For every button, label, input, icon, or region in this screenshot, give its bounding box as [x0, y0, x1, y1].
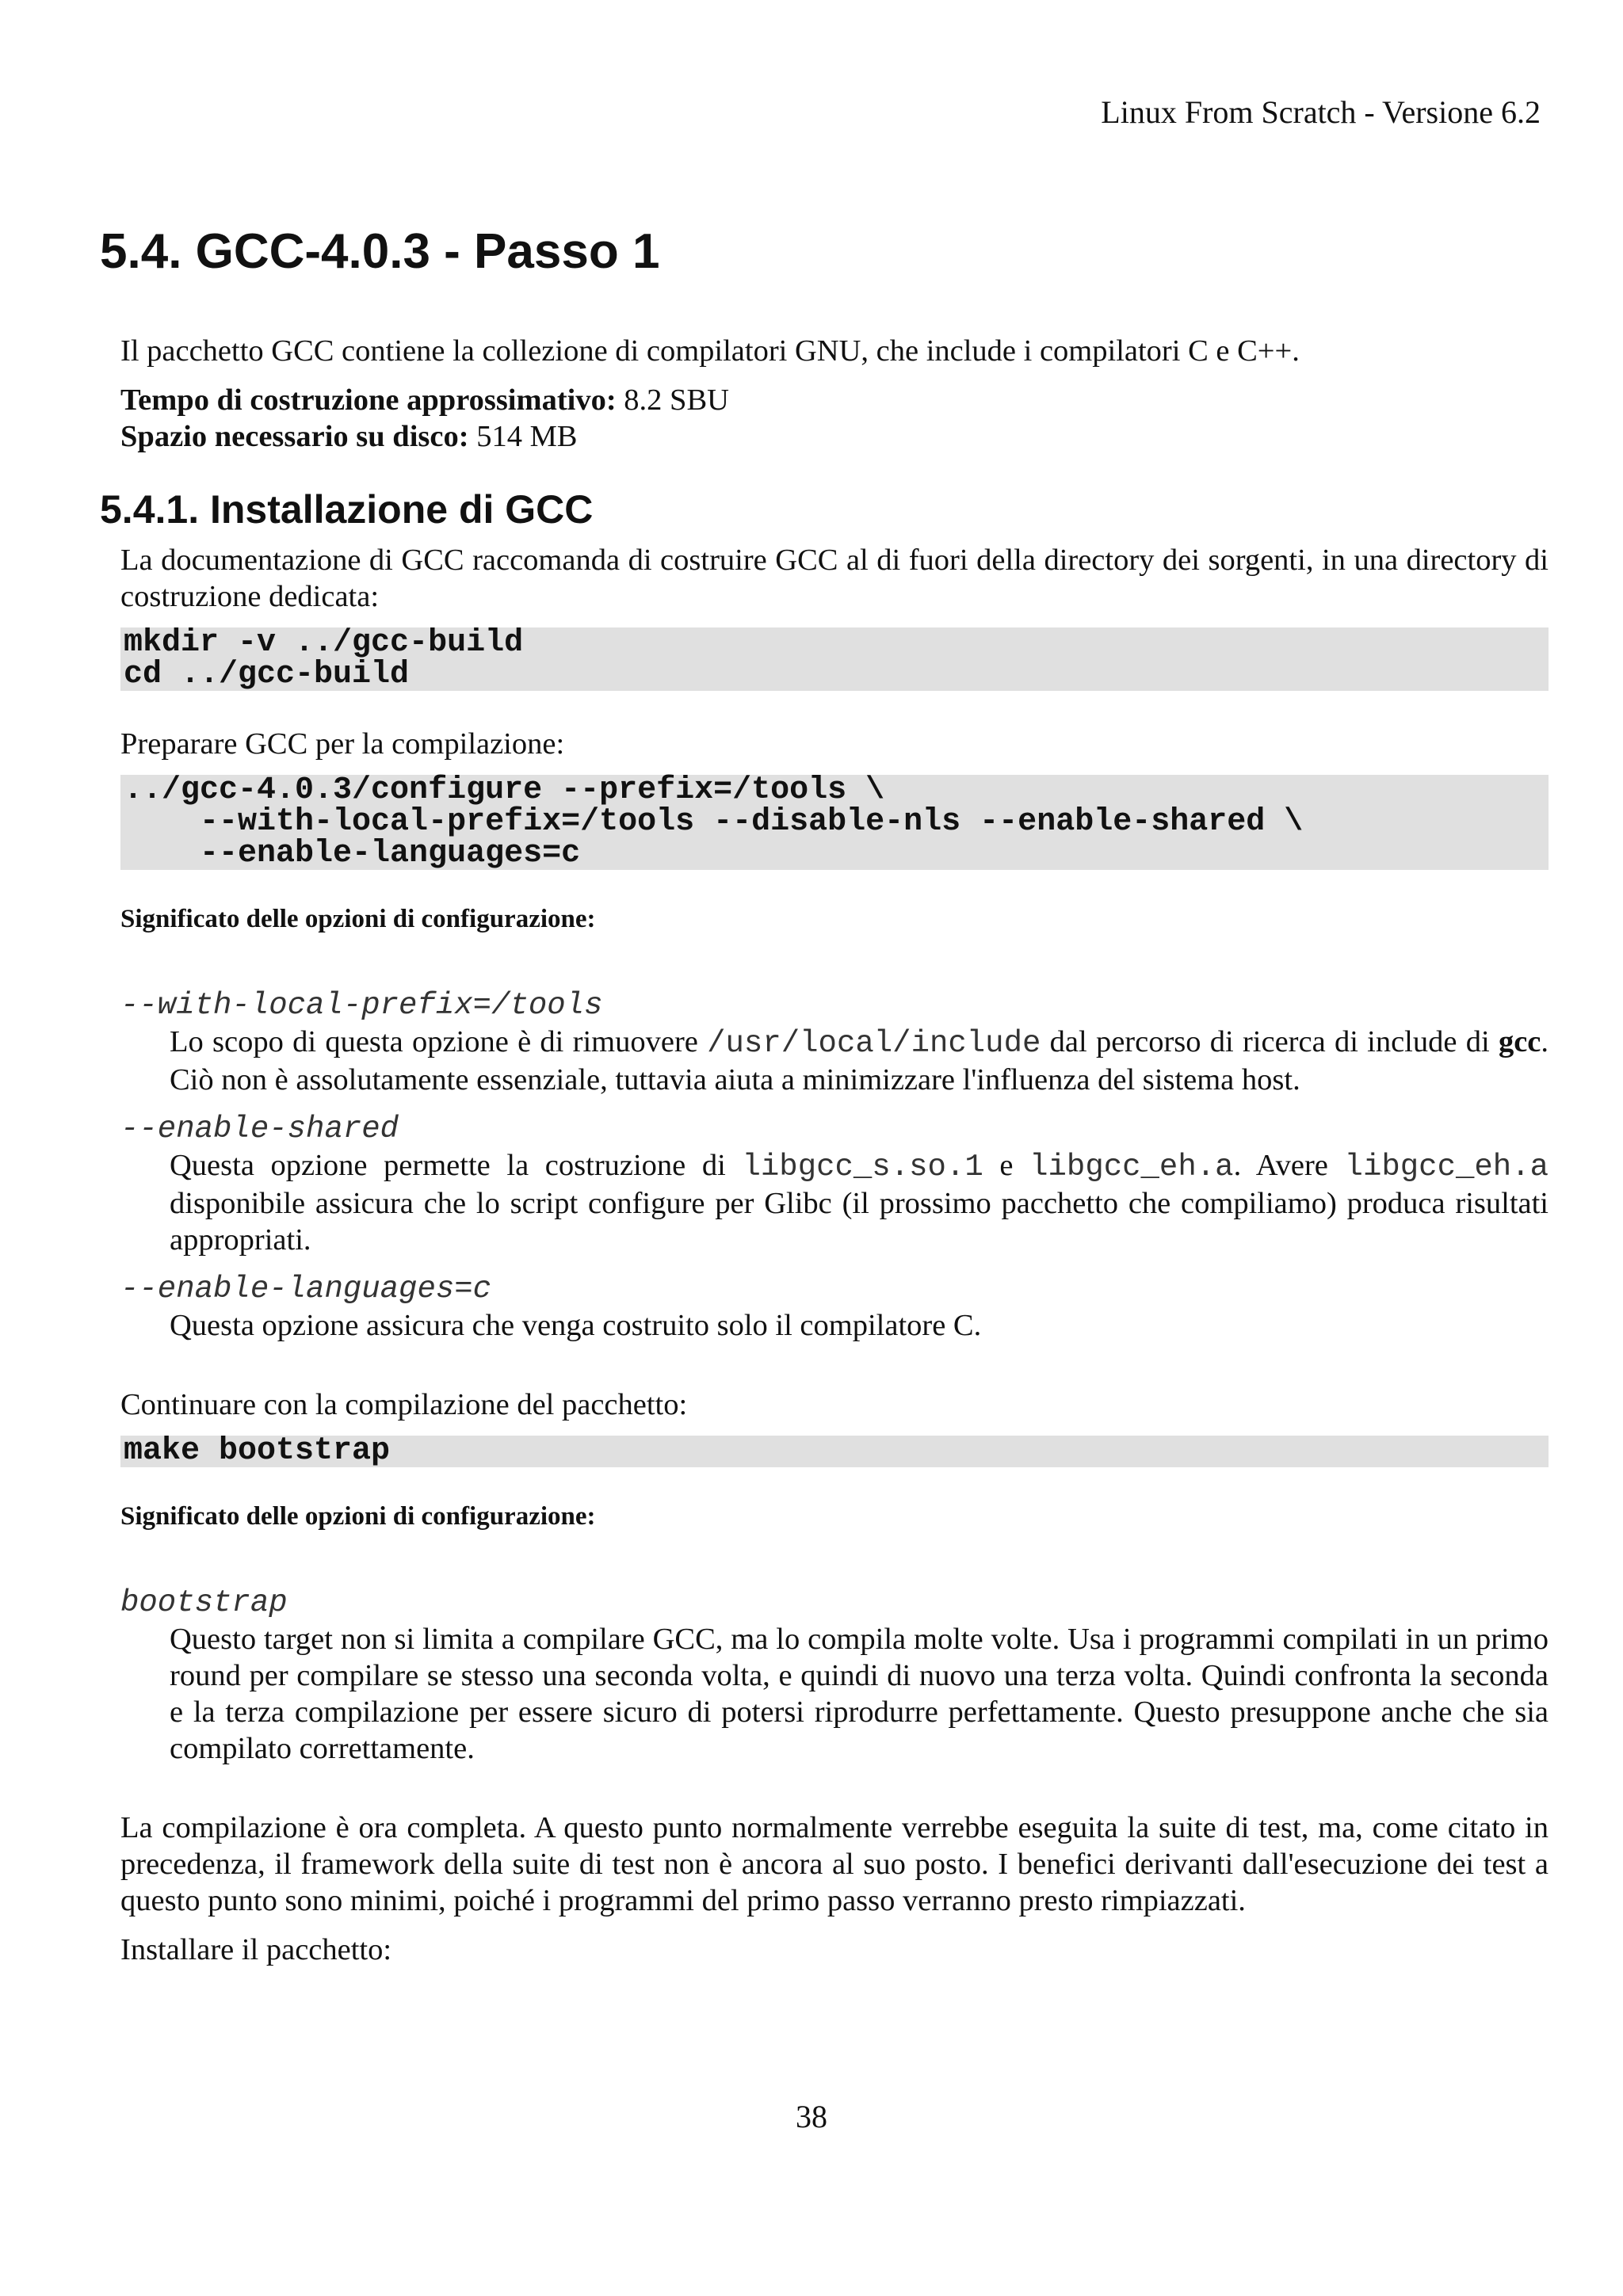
option-desc-enable-languages: Questa opzione assicura che venga costruito solo il compilatore C. [170, 1309, 982, 1342]
code-block-make: make bootstrap [120, 1436, 1549, 1467]
section-title: 5.4. GCC-4.0.3 - Passo 1 [100, 224, 660, 279]
file-libgcc-s: libgcc_s.so.1 [742, 1150, 983, 1184]
option-desc-enable-shared [170, 1147, 1549, 1258]
intro-paragraph: Il pacchetto GCC contiene la collezione di compilatori GNU, che include i compilatori C e C++. [120, 334, 1300, 368]
paragraph-compilation-complete: La compilazione è ora completa. A questo punto normalmente verrebbe eseguita la suite di test, ma, come citato in precedenza, il framework della suite di test non è ancora al suo posto. I benefici derivanti dall'esecuzione dei test a questo punto sono minimi, poiché i programmi del primo passo verranno presto rimpiazzati. [120, 1811, 1549, 1917]
page-number: 38 [796, 2099, 827, 2134]
option-desc-text: . Avere [1233, 1149, 1345, 1182]
paragraph-install: Installare il pacchetto: [120, 1933, 392, 1966]
option-desc-text: dal percorso di ricerca di include di [1041, 1025, 1499, 1058]
option-desc-text: disponibile assicura che lo script configure per Glibc (il prossimo pacchetto che compiliamo) produca risultati appropriati. [170, 1187, 1549, 1257]
disk-space-value: 514 MB [468, 420, 578, 453]
option-desc-local-prefix [170, 1024, 1549, 1098]
code-block-mkdir: mkdir -v ../gcc-build cd ../gcc-build [120, 627, 1549, 691]
paragraph-continue: Continuare con la compilazione del pacchetto: [120, 1388, 688, 1421]
option-desc-text: e [983, 1149, 1030, 1182]
subsection-title: 5.4.1. Installazione di GCC [100, 487, 594, 532]
build-time-line [120, 382, 1549, 418]
option-desc-bootstrap: Questo target non si limita a compilare GCC, ma lo compila molte volte. Usa i programmi compilati in un primo round per compilare se stesso una seconda volta, e quindi di nuovo una terza volta. Quindi confronta la seconda e la terza compilazione per essere sicuro di potersi riprodurre perfettamente. Questo presuppone anche che sia compilato correttamente. [170, 1623, 1549, 1765]
build-time-label: Tempo di costruzione approssimativo: [120, 383, 617, 417]
disk-space-label: Spazio necessario su disco: [120, 420, 469, 453]
path-usr-local-include: /usr/local/include [707, 1026, 1041, 1061]
code-block-configure: ../gcc-4.0.3/configure --prefix=/tools \ --with-local-prefix=/tools --disable-nls --enable-shared \ --enable-languages=c [120, 775, 1549, 870]
option-desc-text: Questa opzione permette la costruzione di [170, 1149, 743, 1182]
option-term-enable-shared: --enable-shared [120, 1112, 399, 1146]
option-desc-text: . Ciò non è assolutamente essenziale, tuttavia aiuta a minimizzare l'influenza del sistema host. [170, 1025, 1549, 1097]
option-desc-text: Lo scopo di questa opzione è di rimuovere [170, 1025, 708, 1058]
option-term-local-prefix: --with-local-prefix=/tools [120, 988, 603, 1023]
option-term-bootstrap: bootstrap [120, 1585, 288, 1620]
running-header: Linux From Scratch - Versione 6.2 [1101, 94, 1541, 130]
paragraph-prepare: Preparare GCC per la compilazione: [120, 727, 565, 761]
package-info [120, 382, 1549, 455]
option-term-enable-languages: --enable-languages=c [120, 1272, 492, 1306]
paragraph-build-dir: La documentazione di GCC raccomanda di costruire GCC al di fuori della directory dei sorgenti, in una directory di costruzione dedicata: [120, 543, 1549, 613]
command-gcc: gcc [1498, 1025, 1541, 1058]
disk-space-line [120, 418, 1549, 455]
file-libgcc-eh: libgcc_eh.a [1344, 1150, 1549, 1184]
build-time-value: 8.2 SBU [616, 383, 729, 417]
file-libgcc-eh: libgcc_eh.a [1029, 1150, 1234, 1184]
page-content [100, 333, 1549, 1981]
options-heading: Significato delle opzioni di configurazione: [120, 905, 596, 933]
options-heading: Significato delle opzioni di configurazione: [120, 1502, 596, 1531]
